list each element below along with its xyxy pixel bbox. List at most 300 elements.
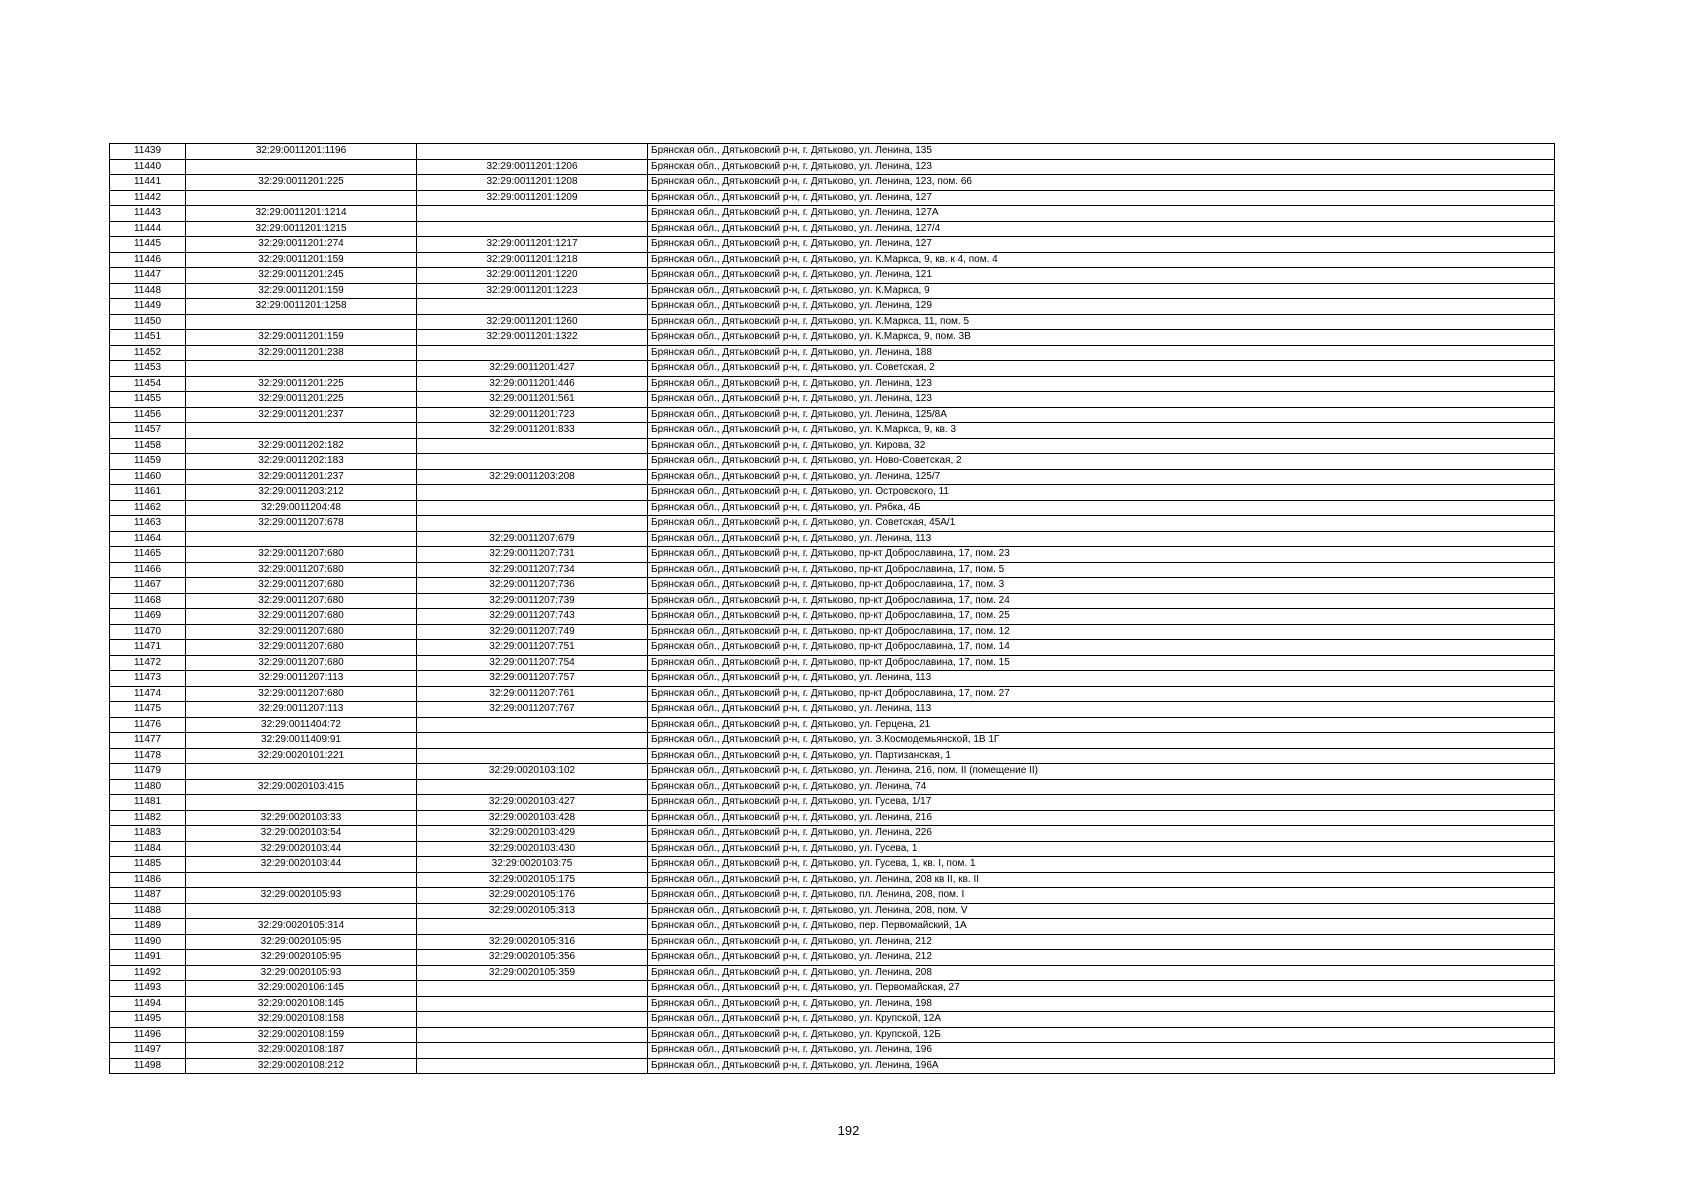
row-number-cell: 11486 xyxy=(110,872,186,888)
related-cadastral-number-cell: 32:29:0011207:749 xyxy=(417,624,648,640)
page-number: 192 xyxy=(837,1123,860,1138)
related-cadastral-number-cell: 32:29:0011201:723 xyxy=(417,407,648,423)
cadastral-number-cell: 32:29:0011207:680 xyxy=(186,593,417,609)
address-cell: Брянская обл., Дятьковский р-н, г. Дятьково, пр-кт Доброславина, 17, пом. 15 xyxy=(648,655,1555,671)
related-cadastral-number-cell xyxy=(417,733,648,749)
related-cadastral-number-cell xyxy=(417,1027,648,1043)
related-cadastral-number-cell xyxy=(417,981,648,997)
address-cell: Брянская обл., Дятьковский р-н, г. Дятьково, ул. Ленина, 123 xyxy=(648,392,1555,408)
related-cadastral-number-cell: 32:29:0011201:1220 xyxy=(417,268,648,284)
table-row xyxy=(110,810,1555,826)
cadastral-number-cell xyxy=(186,159,417,175)
row-number-cell: 11476 xyxy=(110,717,186,733)
related-cadastral-number-cell xyxy=(417,206,648,222)
related-cadastral-number-cell: 32:29:0011203:208 xyxy=(417,469,648,485)
address-cell: Брянская обл., Дятьковский р-н, г. Дятьково, ул. Ленина, 208, пом. V xyxy=(648,903,1555,919)
related-cadastral-number-cell: 32:29:0011207:743 xyxy=(417,609,648,625)
address-cell: Брянская обл., Дятьковский р-н, г. Дятьково, ул. Ново-Советская, 2 xyxy=(648,454,1555,470)
row-number-cell: 11471 xyxy=(110,640,186,656)
related-cadastral-number-cell: 32:29:0011207:754 xyxy=(417,655,648,671)
cadastral-number-cell: 32:29:0020105:314 xyxy=(186,919,417,935)
cadastral-number-cell: 32:29:0011201:245 xyxy=(186,268,417,284)
related-cadastral-number-cell xyxy=(417,516,648,532)
row-number-cell: 11439 xyxy=(110,144,186,160)
row-number-cell: 11447 xyxy=(110,268,186,284)
table-row xyxy=(110,237,1555,253)
table-row xyxy=(110,330,1555,346)
address-cell: Брянская обл., Дятьковский р-н, г. Дятьково, ул. Ленина, 135 xyxy=(648,144,1555,160)
address-cell: Брянская обл., Дятьковский р-н, г. Дятьково, ул. Ленина, 125/8А xyxy=(648,407,1555,423)
row-number-cell: 11469 xyxy=(110,609,186,625)
row-number-cell: 11441 xyxy=(110,175,186,191)
cadastral-number-cell: 32:29:0020105:95 xyxy=(186,950,417,966)
cadastral-number-cell: 32:29:0011203:212 xyxy=(186,485,417,501)
cadastral-number-cell: 32:29:0020105:93 xyxy=(186,965,417,981)
related-cadastral-number-cell: 32:29:0011201:1209 xyxy=(417,190,648,206)
table-row xyxy=(110,299,1555,315)
row-number-cell: 11452 xyxy=(110,345,186,361)
table-row xyxy=(110,965,1555,981)
cadastral-number-cell: 32:29:0011201:238 xyxy=(186,345,417,361)
related-cadastral-number-cell xyxy=(417,500,648,516)
table-row xyxy=(110,686,1555,702)
table-row xyxy=(110,593,1555,609)
row-number-cell: 11450 xyxy=(110,314,186,330)
row-number-cell: 11466 xyxy=(110,562,186,578)
address-cell: Брянская обл., Дятьковский р-н, г. Дятьково, ул. Ленина, 196 xyxy=(648,1043,1555,1059)
table-row xyxy=(110,1043,1555,1059)
table-row xyxy=(110,376,1555,392)
related-cadastral-number-cell: 32:29:0020103:429 xyxy=(417,826,648,842)
address-cell: Брянская обл., Дятьковский р-н, г. Дятьково, ул. Ленина, 208 xyxy=(648,965,1555,981)
cadastral-number-cell: 32:29:0011201:274 xyxy=(186,237,417,253)
row-number-cell: 11480 xyxy=(110,779,186,795)
address-cell: Брянская обл., Дятьковский р-н, г. Дятьково, пр-кт Доброславина, 17, пом. 24 xyxy=(648,593,1555,609)
related-cadastral-number-cell: 32:29:0011201:1206 xyxy=(417,159,648,175)
related-cadastral-number-cell xyxy=(417,717,648,733)
cadastral-number-cell: 32:29:0020108:159 xyxy=(186,1027,417,1043)
table-row xyxy=(110,748,1555,764)
cadastral-number-cell: 32:29:0020106:145 xyxy=(186,981,417,997)
cadastral-number-cell: 32:29:0020108:145 xyxy=(186,996,417,1012)
row-number-cell: 11451 xyxy=(110,330,186,346)
cadastral-number-cell: 32:29:0011207:680 xyxy=(186,640,417,656)
related-cadastral-number-cell xyxy=(417,438,648,454)
related-cadastral-number-cell: 32:29:0011207:679 xyxy=(417,531,648,547)
row-number-cell: 11488 xyxy=(110,903,186,919)
cadastral-number-cell xyxy=(186,190,417,206)
row-number-cell: 11461 xyxy=(110,485,186,501)
cadastral-number-cell: 32:29:0011207:680 xyxy=(186,624,417,640)
address-cell: Брянская обл., Дятьковский р-н, г. Дятьково, ул. Ленина, 212 xyxy=(648,950,1555,966)
table-row xyxy=(110,190,1555,206)
address-cell: Брянская обл., Дятьковский р-н, г. Дятьково, ул. Ленина, 127А xyxy=(648,206,1555,222)
row-number-cell: 11475 xyxy=(110,702,186,718)
address-cell: Брянская обл., Дятьковский р-н, г. Дятьково, ул. З.Космодемьянской, 1В 1Г xyxy=(648,733,1555,749)
row-number-cell: 11484 xyxy=(110,841,186,857)
cadastral-number-cell: 32:29:0011409:91 xyxy=(186,733,417,749)
table-row xyxy=(110,500,1555,516)
row-number-cell: 11485 xyxy=(110,857,186,873)
address-cell: Брянская обл., Дятьковский р-н, г. Дятьково, ул. Гусева, 1/17 xyxy=(648,795,1555,811)
related-cadastral-number-cell: 32:29:0020103:75 xyxy=(417,857,648,873)
address-cell: Брянская обл., Дятьковский р-н, г. Дятьково, пл. Ленина, 208, пом. I xyxy=(648,888,1555,904)
row-number-cell: 11448 xyxy=(110,283,186,299)
row-number-cell: 11478 xyxy=(110,748,186,764)
row-number-cell: 11490 xyxy=(110,934,186,950)
related-cadastral-number-cell: 32:29:0011207:734 xyxy=(417,562,648,578)
address-cell: Брянская обл., Дятьковский р-н, г. Дятьково, ул. Ленина, 125/7 xyxy=(648,469,1555,485)
row-number-cell: 11477 xyxy=(110,733,186,749)
address-cell: Брянская обл., Дятьковский р-н, г. Дятьково, ул. Советская, 45А/1 xyxy=(648,516,1555,532)
related-cadastral-number-cell: 32:29:0020105:356 xyxy=(417,950,648,966)
table-row xyxy=(110,872,1555,888)
row-number-cell: 11481 xyxy=(110,795,186,811)
address-cell: Брянская обл., Дятьковский р-н, г. Дятьково, ул. К.Маркса, 9 xyxy=(648,283,1555,299)
cadastral-number-cell: 32:29:0020103:44 xyxy=(186,841,417,857)
table-row xyxy=(110,640,1555,656)
table-row xyxy=(110,671,1555,687)
cadastral-number-cell: 32:29:0011204:48 xyxy=(186,500,417,516)
cadastral-number-cell: 32:29:0020101:221 xyxy=(186,748,417,764)
cadastral-number-cell: 32:29:0020103:415 xyxy=(186,779,417,795)
address-cell: Брянская обл., Дятьковский р-н, г. Дятьково, ул. К.Маркса, 11, пом. 5 xyxy=(648,314,1555,330)
address-cell: Брянская обл., Дятьковский р-н, г. Дятьково, ул. Гусева, 1, кв. I, пом. 1 xyxy=(648,857,1555,873)
row-number-cell: 11472 xyxy=(110,655,186,671)
address-cell: Брянская обл., Дятьковский р-н, г. Дятьково, пр-кт Доброславина, 17, пом. 12 xyxy=(648,624,1555,640)
table-row xyxy=(110,779,1555,795)
table-row xyxy=(110,252,1555,268)
row-number-cell: 11440 xyxy=(110,159,186,175)
table-row xyxy=(110,531,1555,547)
table-row xyxy=(110,438,1555,454)
row-number-cell: 11459 xyxy=(110,454,186,470)
cadastral-number-cell: 32:29:0020105:95 xyxy=(186,934,417,950)
table-row xyxy=(110,516,1555,532)
table-row xyxy=(110,981,1555,997)
row-number-cell: 11446 xyxy=(110,252,186,268)
cadastral-number-cell: 32:29:0011202:182 xyxy=(186,438,417,454)
address-cell: Брянская обл., Дятьковский р-н, г. Дятьково, ул. Ленина, 129 xyxy=(648,299,1555,315)
table-row xyxy=(110,1027,1555,1043)
related-cadastral-number-cell: 32:29:0011207:731 xyxy=(417,547,648,563)
row-number-cell: 11497 xyxy=(110,1043,186,1059)
related-cadastral-number-cell xyxy=(417,345,648,361)
row-number-cell: 11458 xyxy=(110,438,186,454)
row-number-cell: 11498 xyxy=(110,1058,186,1074)
cadastral-number-cell xyxy=(186,423,417,439)
table-row xyxy=(110,268,1555,284)
table-row xyxy=(110,950,1555,966)
related-cadastral-number-cell: 32:29:0011201:1322 xyxy=(417,330,648,346)
row-number-cell: 11470 xyxy=(110,624,186,640)
table-row xyxy=(110,764,1555,780)
cadastral-number-cell: 32:29:0011201:237 xyxy=(186,469,417,485)
cadastral-number-cell: 32:29:0020108:212 xyxy=(186,1058,417,1074)
related-cadastral-number-cell: 32:29:0011207:739 xyxy=(417,593,648,609)
related-cadastral-number-cell: 32:29:0011207:751 xyxy=(417,640,648,656)
address-cell: Брянская обл., Дятьковский р-н, г. Дятьково, ул. Крупской, 12А xyxy=(648,1012,1555,1028)
related-cadastral-number-cell: 32:29:0011207:761 xyxy=(417,686,648,702)
related-cadastral-number-cell: 32:29:0020105:313 xyxy=(417,903,648,919)
cadastral-number-cell: 32:29:0011201:1215 xyxy=(186,221,417,237)
row-number-cell: 11453 xyxy=(110,361,186,377)
related-cadastral-number-cell xyxy=(417,748,648,764)
related-cadastral-number-cell: 32:29:0020105:175 xyxy=(417,872,648,888)
row-number-cell: 11445 xyxy=(110,237,186,253)
table-row xyxy=(110,1012,1555,1028)
table-row xyxy=(110,159,1555,175)
table-row xyxy=(110,206,1555,222)
table-row xyxy=(110,1058,1555,1074)
cadastral-number-cell: 32:29:0011201:225 xyxy=(186,376,417,392)
row-number-cell: 11465 xyxy=(110,547,186,563)
table-row xyxy=(110,934,1555,950)
related-cadastral-number-cell: 32:29:0011201:833 xyxy=(417,423,648,439)
related-cadastral-number-cell xyxy=(417,1012,648,1028)
row-number-cell: 11493 xyxy=(110,981,186,997)
address-cell: Брянская обл., Дятьковский р-н, г. Дятьково, ул. Ленина, 113 xyxy=(648,531,1555,547)
table-row xyxy=(110,221,1555,237)
table-row xyxy=(110,485,1555,501)
related-cadastral-number-cell: 32:29:0011201:1217 xyxy=(417,237,648,253)
address-cell: Брянская обл., Дятьковский р-н, г. Дятьково, ул. Крупской, 12Б xyxy=(648,1027,1555,1043)
row-number-cell: 11487 xyxy=(110,888,186,904)
row-number-cell: 11444 xyxy=(110,221,186,237)
row-number-cell: 11496 xyxy=(110,1027,186,1043)
cadastral-number-cell: 32:29:0011201:225 xyxy=(186,175,417,191)
cadastral-number-cell xyxy=(186,531,417,547)
related-cadastral-number-cell xyxy=(417,221,648,237)
address-cell: Брянская обл., Дятьковский р-н, г. Дятьково, пр-кт Доброславина, 17, пом. 3 xyxy=(648,578,1555,594)
table-row xyxy=(110,423,1555,439)
table-row xyxy=(110,903,1555,919)
table-row xyxy=(110,655,1555,671)
cadastral-number-cell: 32:29:0011201:159 xyxy=(186,283,417,299)
cadastral-number-cell: 32:29:0011202:183 xyxy=(186,454,417,470)
row-number-cell: 11483 xyxy=(110,826,186,842)
related-cadastral-number-cell xyxy=(417,1058,648,1074)
cadastral-number-cell: 32:29:0011207:680 xyxy=(186,609,417,625)
table-row xyxy=(110,733,1555,749)
row-number-cell: 11474 xyxy=(110,686,186,702)
table-row xyxy=(110,175,1555,191)
address-cell: Брянская обл., Дятьковский р-н, г. Дятьково, ул. Ленина, 216 xyxy=(648,810,1555,826)
table-row xyxy=(110,919,1555,935)
related-cadastral-number-cell: 32:29:0011207:736 xyxy=(417,578,648,594)
table-row xyxy=(110,888,1555,904)
address-cell: Брянская обл., Дятьковский р-н, г. Дятьково, ул. Ленина, 196А xyxy=(648,1058,1555,1074)
table-row xyxy=(110,717,1555,733)
related-cadastral-number-cell: 32:29:0020103:427 xyxy=(417,795,648,811)
cadastral-number-cell: 32:29:0011207:680 xyxy=(186,655,417,671)
row-number-cell: 11491 xyxy=(110,950,186,966)
registry-table-body xyxy=(110,144,1555,1074)
table-row xyxy=(110,407,1555,423)
row-number-cell: 11462 xyxy=(110,500,186,516)
cadastral-number-cell: 32:29:0011207:113 xyxy=(186,671,417,687)
related-cadastral-number-cell: 32:29:0020103:430 xyxy=(417,841,648,857)
row-number-cell: 11489 xyxy=(110,919,186,935)
table-row xyxy=(110,562,1555,578)
address-cell: Брянская обл., Дятьковский р-н, г. Дятьково, ул. Ленина, 123 xyxy=(648,376,1555,392)
cadastral-number-cell xyxy=(186,314,417,330)
related-cadastral-number-cell: 32:29:0011201:561 xyxy=(417,392,648,408)
table-row xyxy=(110,795,1555,811)
row-number-cell: 11443 xyxy=(110,206,186,222)
table-row xyxy=(110,144,1555,160)
row-number-cell: 11460 xyxy=(110,469,186,485)
cadastral-number-cell xyxy=(186,795,417,811)
row-number-cell: 11473 xyxy=(110,671,186,687)
cadastral-number-cell: 32:29:0020103:54 xyxy=(186,826,417,842)
related-cadastral-number-cell xyxy=(417,996,648,1012)
row-number-cell: 11442 xyxy=(110,190,186,206)
table-row xyxy=(110,469,1555,485)
address-cell: Брянская обл., Дятьковский р-н, г. Дятьково, ул. Ленина, 113 xyxy=(648,671,1555,687)
row-number-cell: 11494 xyxy=(110,996,186,1012)
table-row xyxy=(110,578,1555,594)
table-row xyxy=(110,283,1555,299)
address-cell: Брянская обл., Дятьковский р-н, г. Дятьково, ул. Ленина, 74 xyxy=(648,779,1555,795)
address-cell: Брянская обл., Дятьковский р-н, г. Дятьково, ул. Первомайская, 27 xyxy=(648,981,1555,997)
cadastral-number-cell: 32:29:0011201:1258 xyxy=(186,299,417,315)
cadastral-number-cell xyxy=(186,903,417,919)
related-cadastral-number-cell: 32:29:0011201:1218 xyxy=(417,252,648,268)
cadastral-number-cell: 32:29:0011207:680 xyxy=(186,686,417,702)
cadastral-number-cell: 32:29:0020103:44 xyxy=(186,857,417,873)
address-cell: Брянская обл., Дятьковский р-н, г. Дятьково, пер. Первомайский, 1А xyxy=(648,919,1555,935)
related-cadastral-number-cell: 32:29:0020103:428 xyxy=(417,810,648,826)
row-number-cell: 11463 xyxy=(110,516,186,532)
row-number-cell: 11482 xyxy=(110,810,186,826)
cadastral-number-cell: 32:29:0011207:680 xyxy=(186,547,417,563)
address-cell: Брянская обл., Дятьковский р-н, г. Дятьково, пр-кт Доброславина, 17, пом. 23 xyxy=(648,547,1555,563)
cadastral-number-cell: 32:29:0011201:159 xyxy=(186,252,417,268)
address-cell: Брянская обл., Дятьковский р-н, г. Дятьково, ул. Ленина, 127 xyxy=(648,190,1555,206)
table-row xyxy=(110,547,1555,563)
cadastral-number-cell: 32:29:0011201:1196 xyxy=(186,144,417,160)
related-cadastral-number-cell: 32:29:0020105:316 xyxy=(417,934,648,950)
address-cell: Брянская обл., Дятьковский р-н, г. Дятьково, ул. Советская, 2 xyxy=(648,361,1555,377)
cadastral-number-cell: 32:29:0011201:159 xyxy=(186,330,417,346)
cadastral-number-cell: 32:29:0020103:33 xyxy=(186,810,417,826)
row-number-cell: 11492 xyxy=(110,965,186,981)
row-number-cell: 11455 xyxy=(110,392,186,408)
cadastral-number-cell: 32:29:0011201:1214 xyxy=(186,206,417,222)
cadastral-number-cell: 32:29:0011201:225 xyxy=(186,392,417,408)
cadastral-number-cell: 32:29:0011201:237 xyxy=(186,407,417,423)
related-cadastral-number-cell: 32:29:0020103:102 xyxy=(417,764,648,780)
table-row xyxy=(110,857,1555,873)
address-cell: Брянская обл., Дятьковский р-н, г. Дятьково, пр-кт Доброславина, 17, пом. 14 xyxy=(648,640,1555,656)
row-number-cell: 11467 xyxy=(110,578,186,594)
related-cadastral-number-cell xyxy=(417,144,648,160)
related-cadastral-number-cell: 32:29:0011207:767 xyxy=(417,702,648,718)
registry-table xyxy=(109,143,1555,1074)
related-cadastral-number-cell xyxy=(417,454,648,470)
address-cell: Брянская обл., Дятьковский р-н, г. Дятьково, ул. Ленина, 127/4 xyxy=(648,221,1555,237)
row-number-cell: 11479 xyxy=(110,764,186,780)
row-number-cell: 11454 xyxy=(110,376,186,392)
cadastral-number-cell: 32:29:0011207:680 xyxy=(186,578,417,594)
address-cell: Брянская обл., Дятьковский р-н, г. Дятьково, ул. Ленина, 113 xyxy=(648,702,1555,718)
address-cell: Брянская обл., Дятьковский р-н, г. Дятьково, ул. Ленина, 216, пом. II (помещение II) xyxy=(648,764,1555,780)
related-cadastral-number-cell: 32:29:0011201:1208 xyxy=(417,175,648,191)
address-cell: Брянская обл., Дятьковский р-н, г. Дятьково, ул. Ленина, 226 xyxy=(648,826,1555,842)
address-cell: Брянская обл., Дятьковский р-н, г. Дятьково, пр-кт Доброславина, 17, пом. 27 xyxy=(648,686,1555,702)
related-cadastral-number-cell: 32:29:0011207:757 xyxy=(417,671,648,687)
address-cell: Брянская обл., Дятьковский р-н, г. Дятьково, ул. К.Маркса, 9, кв. к 4, пом. 4 xyxy=(648,252,1555,268)
address-cell: Брянская обл., Дятьковский р-н, г. Дятьково, ул. Ленина, 123 xyxy=(648,159,1555,175)
related-cadastral-number-cell: 32:29:0011201:1260 xyxy=(417,314,648,330)
related-cadastral-number-cell xyxy=(417,779,648,795)
cadastral-number-cell: 32:29:0011207:678 xyxy=(186,516,417,532)
address-cell: Брянская обл., Дятьковский р-н, г. Дятьково, ул. Партизанская, 1 xyxy=(648,748,1555,764)
cadastral-number-cell xyxy=(186,361,417,377)
address-cell: Брянская обл., Дятьковский р-н, г. Дятьково, пр-кт Доброславина, 17, пом. 25 xyxy=(648,609,1555,625)
address-cell: Брянская обл., Дятьковский р-н, г. Дятьково, ул. Ленина, 127 xyxy=(648,237,1555,253)
cadastral-number-cell xyxy=(186,872,417,888)
address-cell: Брянская обл., Дятьковский р-н, г. Дятьково, ул. Ленина, 208 кв II, кв. II xyxy=(648,872,1555,888)
address-cell: Брянская обл., Дятьковский р-н, г. Дятьково, ул. Гусева, 1 xyxy=(648,841,1555,857)
cadastral-number-cell: 32:29:0020108:158 xyxy=(186,1012,417,1028)
address-cell: Брянская обл., Дятьковский р-н, г. Дятьково, ул. К.Маркса, 9, кв. 3 xyxy=(648,423,1555,439)
row-number-cell: 11464 xyxy=(110,531,186,547)
table-row xyxy=(110,392,1555,408)
address-cell: Брянская обл., Дятьковский р-н, г. Дятьково, ул. Ленина, 212 xyxy=(648,934,1555,950)
cadastral-number-cell: 32:29:0011207:113 xyxy=(186,702,417,718)
related-cadastral-number-cell: 32:29:0011201:446 xyxy=(417,376,648,392)
table-row xyxy=(110,841,1555,857)
address-cell: Брянская обл., Дятьковский р-н, г. Дятьково, ул. Ленина, 198 xyxy=(648,996,1555,1012)
related-cadastral-number-cell: 32:29:0011201:1223 xyxy=(417,283,648,299)
cadastral-number-cell: 32:29:0020108:187 xyxy=(186,1043,417,1059)
address-cell: Брянская обл., Дятьковский р-н, г. Дятьково, ул. Рябка, 4Б xyxy=(648,500,1555,516)
related-cadastral-number-cell xyxy=(417,299,648,315)
related-cadastral-number-cell xyxy=(417,485,648,501)
table-row xyxy=(110,345,1555,361)
table-row xyxy=(110,609,1555,625)
table-row xyxy=(110,826,1555,842)
related-cadastral-number-cell xyxy=(417,1043,648,1059)
table-row xyxy=(110,454,1555,470)
row-number-cell: 11468 xyxy=(110,593,186,609)
address-cell: Брянская обл., Дятьковский р-н, г. Дятьково, ул. Ленина, 121 xyxy=(648,268,1555,284)
related-cadastral-number-cell: 32:29:0020105:359 xyxy=(417,965,648,981)
row-number-cell: 11449 xyxy=(110,299,186,315)
address-cell: Брянская обл., Дятьковский р-н, г. Дятьково, ул. Островского, 11 xyxy=(648,485,1555,501)
row-number-cell: 11456 xyxy=(110,407,186,423)
cadastral-number-cell: 32:29:0011207:680 xyxy=(186,562,417,578)
table-row xyxy=(110,996,1555,1012)
address-cell: Брянская обл., Дятьковский р-н, г. Дятьково, ул. Ленина, 123, пом. 66 xyxy=(648,175,1555,191)
row-number-cell: 11495 xyxy=(110,1012,186,1028)
related-cadastral-number-cell: 32:29:0020105:176 xyxy=(417,888,648,904)
address-cell: Брянская обл., Дятьковский р-н, г. Дятьково, ул. Кирова, 32 xyxy=(648,438,1555,454)
table-row xyxy=(110,314,1555,330)
related-cadastral-number-cell xyxy=(417,919,648,935)
table-row xyxy=(110,624,1555,640)
row-number-cell: 11457 xyxy=(110,423,186,439)
cadastral-number-cell: 32:29:0011404:72 xyxy=(186,717,417,733)
cadastral-number-cell: 32:29:0020105:93 xyxy=(186,888,417,904)
address-cell: Брянская обл., Дятьковский р-н, г. Дятьково, ул. Ленина, 188 xyxy=(648,345,1555,361)
address-cell: Брянская обл., Дятьковский р-н, г. Дятьково, ул. Герцена, 21 xyxy=(648,717,1555,733)
table-row xyxy=(110,361,1555,377)
address-cell: Брянская обл., Дятьковский р-н, г. Дятьково, ул. К.Маркса, 9, пом. 3В xyxy=(648,330,1555,346)
cadastral-number-cell xyxy=(186,764,417,780)
